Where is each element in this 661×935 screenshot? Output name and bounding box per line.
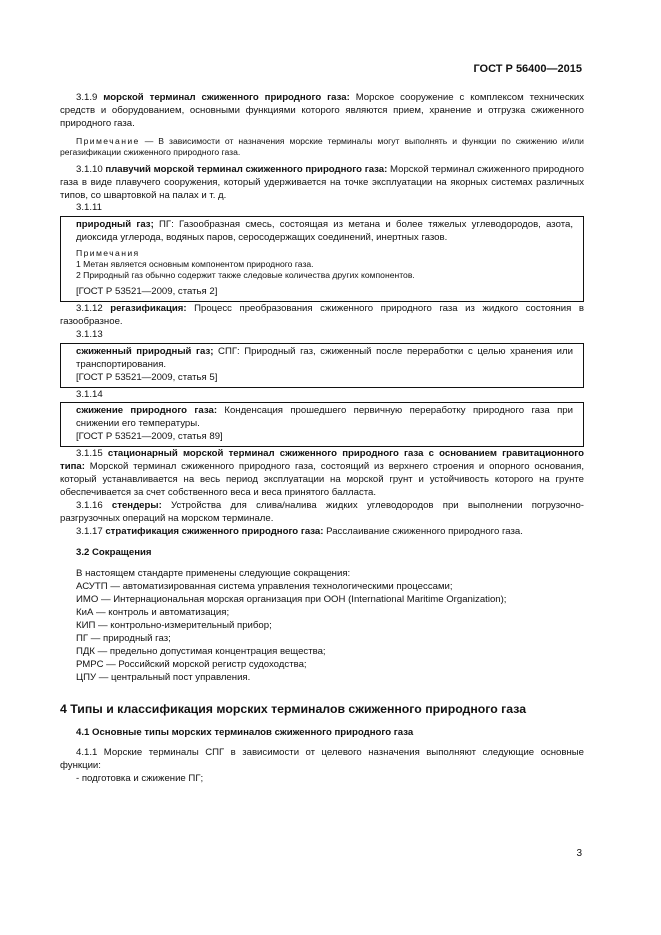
list-item: РМРС — Российский морской регистр судоходства;: [76, 658, 307, 670]
term-definition: СПГ: Природный газ, сжиженный после переработки с целью хранения или транспортирования.: [76, 345, 574, 370]
list-item: ПДК — предельно допустимая концентрация вещества;: [76, 645, 326, 657]
list-item: КиА — контроль и автоматизация;: [76, 607, 230, 619]
section-3-2-intro: В настоящем стандарте применены следующие сокращения:: [76, 568, 351, 580]
term-definition: Морской терминал сжиженного природного газа, состоящий из верхнего строения и опорного основания, который устанавливается на весь период эксплуатации на морской грунт и устойчивость которого на грунте обеспечивается за счет собственного веса и веса принятого балласта.: [60, 461, 584, 498]
term-title: плавучий морской терминал сжиженного природного газа:: [105, 163, 388, 175]
term-number: 3.1.17: [76, 525, 106, 537]
term-3-1-15: [60, 448, 584, 500]
term-title: сжиженный природный газ;: [76, 345, 214, 357]
term-number: 3.1.9: [76, 92, 104, 103]
section-4-1-title: 4.1 Основные типы морских терминалов сжиженного природного газа: [76, 726, 414, 738]
term-source: [ГОСТ Р 53521—2009, статья 2]: [76, 286, 218, 298]
term-source: [ГОСТ Р 53521—2009, статья 5]: [76, 371, 218, 383]
document-header: ГОСТ Р 56400—2015: [473, 63, 582, 75]
term-title: морской терминал сжиженного природного газа:: [103, 92, 350, 103]
term-title: регазификация:: [110, 303, 187, 315]
term-definition: Расслаивание сжиженного природного газа.: [323, 525, 523, 537]
term-3-1-11: [76, 219, 573, 245]
abbreviations-list: [60, 581, 584, 684]
term-title: стратификация сжиженного природного газа:: [105, 525, 324, 537]
note-label: Примечание: [76, 135, 140, 146]
term-3-1-10: [60, 164, 584, 203]
term-definition: Устройства для слива/налива жидких углеводородов при выполнении погрузочно-разгрузочных операций на морском терминале.: [60, 499, 584, 524]
list-item: АСУТП — автоматизированная система управления технологическими процессами;: [76, 581, 453, 593]
section-3-2-title: 3.2 Сокращения: [76, 547, 152, 559]
note-2: 2 Природный газ обычно содержит также следовые количества других компонентов.: [76, 270, 415, 281]
term-definition: Морской терминал сжиженного природного газа в виде плавучего сооружения, который удерживается на точке эксплуатации на якорных системах различных типов, со швартовкой на палах и т. д.: [60, 163, 584, 201]
term-definition: Конденсация прошедшего первичную переработку природного газа при снижении его температуры.: [76, 405, 573, 430]
note-text: — В зависимости от назначения морские терминалы могут выполнять и функции по сжижению и/или регазификации сжиженного природного газа.: [60, 135, 584, 158]
list-item: ИМО — Интернациональная морская организация при ООН (International Maritime Organization);: [76, 594, 507, 606]
list-item: ПГ — природный газ;: [76, 632, 171, 644]
term-definition: Процесс преобразования сжиженного природного газа из жидкого состояния в газообразное.: [60, 303, 584, 327]
term-number: 3.1.12: [76, 303, 111, 315]
term-source: [ГОСТ Р 53521—2009, статья 89]: [76, 431, 223, 443]
term-number: 3.1.16: [76, 499, 112, 511]
term-3-1-14: [76, 405, 573, 431]
term-title: стендеры:: [111, 499, 162, 511]
term-definition: ПГ: Газообразная смесь, состоящая из метана и более тяжелых углеводородов, азота, диоксида углерода, водяных паров, серосодержащих соединений, инертных газов.: [76, 219, 573, 244]
notes-label: Примечания: [76, 248, 140, 259]
list-item: ЦПУ — центральный пост управления.: [76, 671, 251, 683]
term-title: сжижение природного газа:: [76, 405, 218, 417]
list-item: - подготовка и сжижение ПГ;: [76, 773, 204, 785]
term-title: природный газ;: [76, 219, 154, 231]
term-3-1-9: [60, 92, 584, 131]
term-3-1-17: [60, 526, 584, 539]
term-title: стационарный морской терминал сжиженного природного газа с основанием гравитационного типа:: [60, 448, 585, 473]
note-3-1-9: [60, 136, 584, 159]
term-3-1-13: [76, 346, 573, 372]
list-item: КИП — контрольно-измерительный прибор;: [76, 620, 272, 631]
paragraph-4-1-1: 4.1.1 Морские терминалы СПГ в зависимости от целевого назначения выполняют следующие основные функции:: [60, 747, 584, 772]
term-number: 3.1.15: [76, 448, 108, 460]
term-definition: Морское сооружение с комплексом технических средств и оборудованием, основными функциями которого являются прием, хранение и отгрузка сжиженного природного газа.: [60, 92, 584, 129]
section-4-title: 4 Типы и классификация морских терминалов сжиженного природного газа: [60, 701, 527, 716]
term-box-3-1-13: [60, 343, 584, 388]
document-body: [60, 92, 584, 786]
term-number: 3.1.10: [76, 163, 106, 175]
note-1: 1 Метан является основным компонентом природного газа.: [76, 259, 314, 270]
term-number-3-1-13: 3.1.13: [76, 328, 103, 340]
term-box-3-1-14: [60, 402, 584, 447]
term-number-3-1-11: 3.1.11: [76, 202, 102, 214]
term-box-3-1-11: [60, 216, 584, 302]
term-3-1-16: [60, 500, 584, 526]
page-number: 3: [576, 848, 582, 859]
term-number-3-1-14: 3.1.14: [76, 388, 103, 400]
term-3-1-12: [60, 303, 584, 329]
